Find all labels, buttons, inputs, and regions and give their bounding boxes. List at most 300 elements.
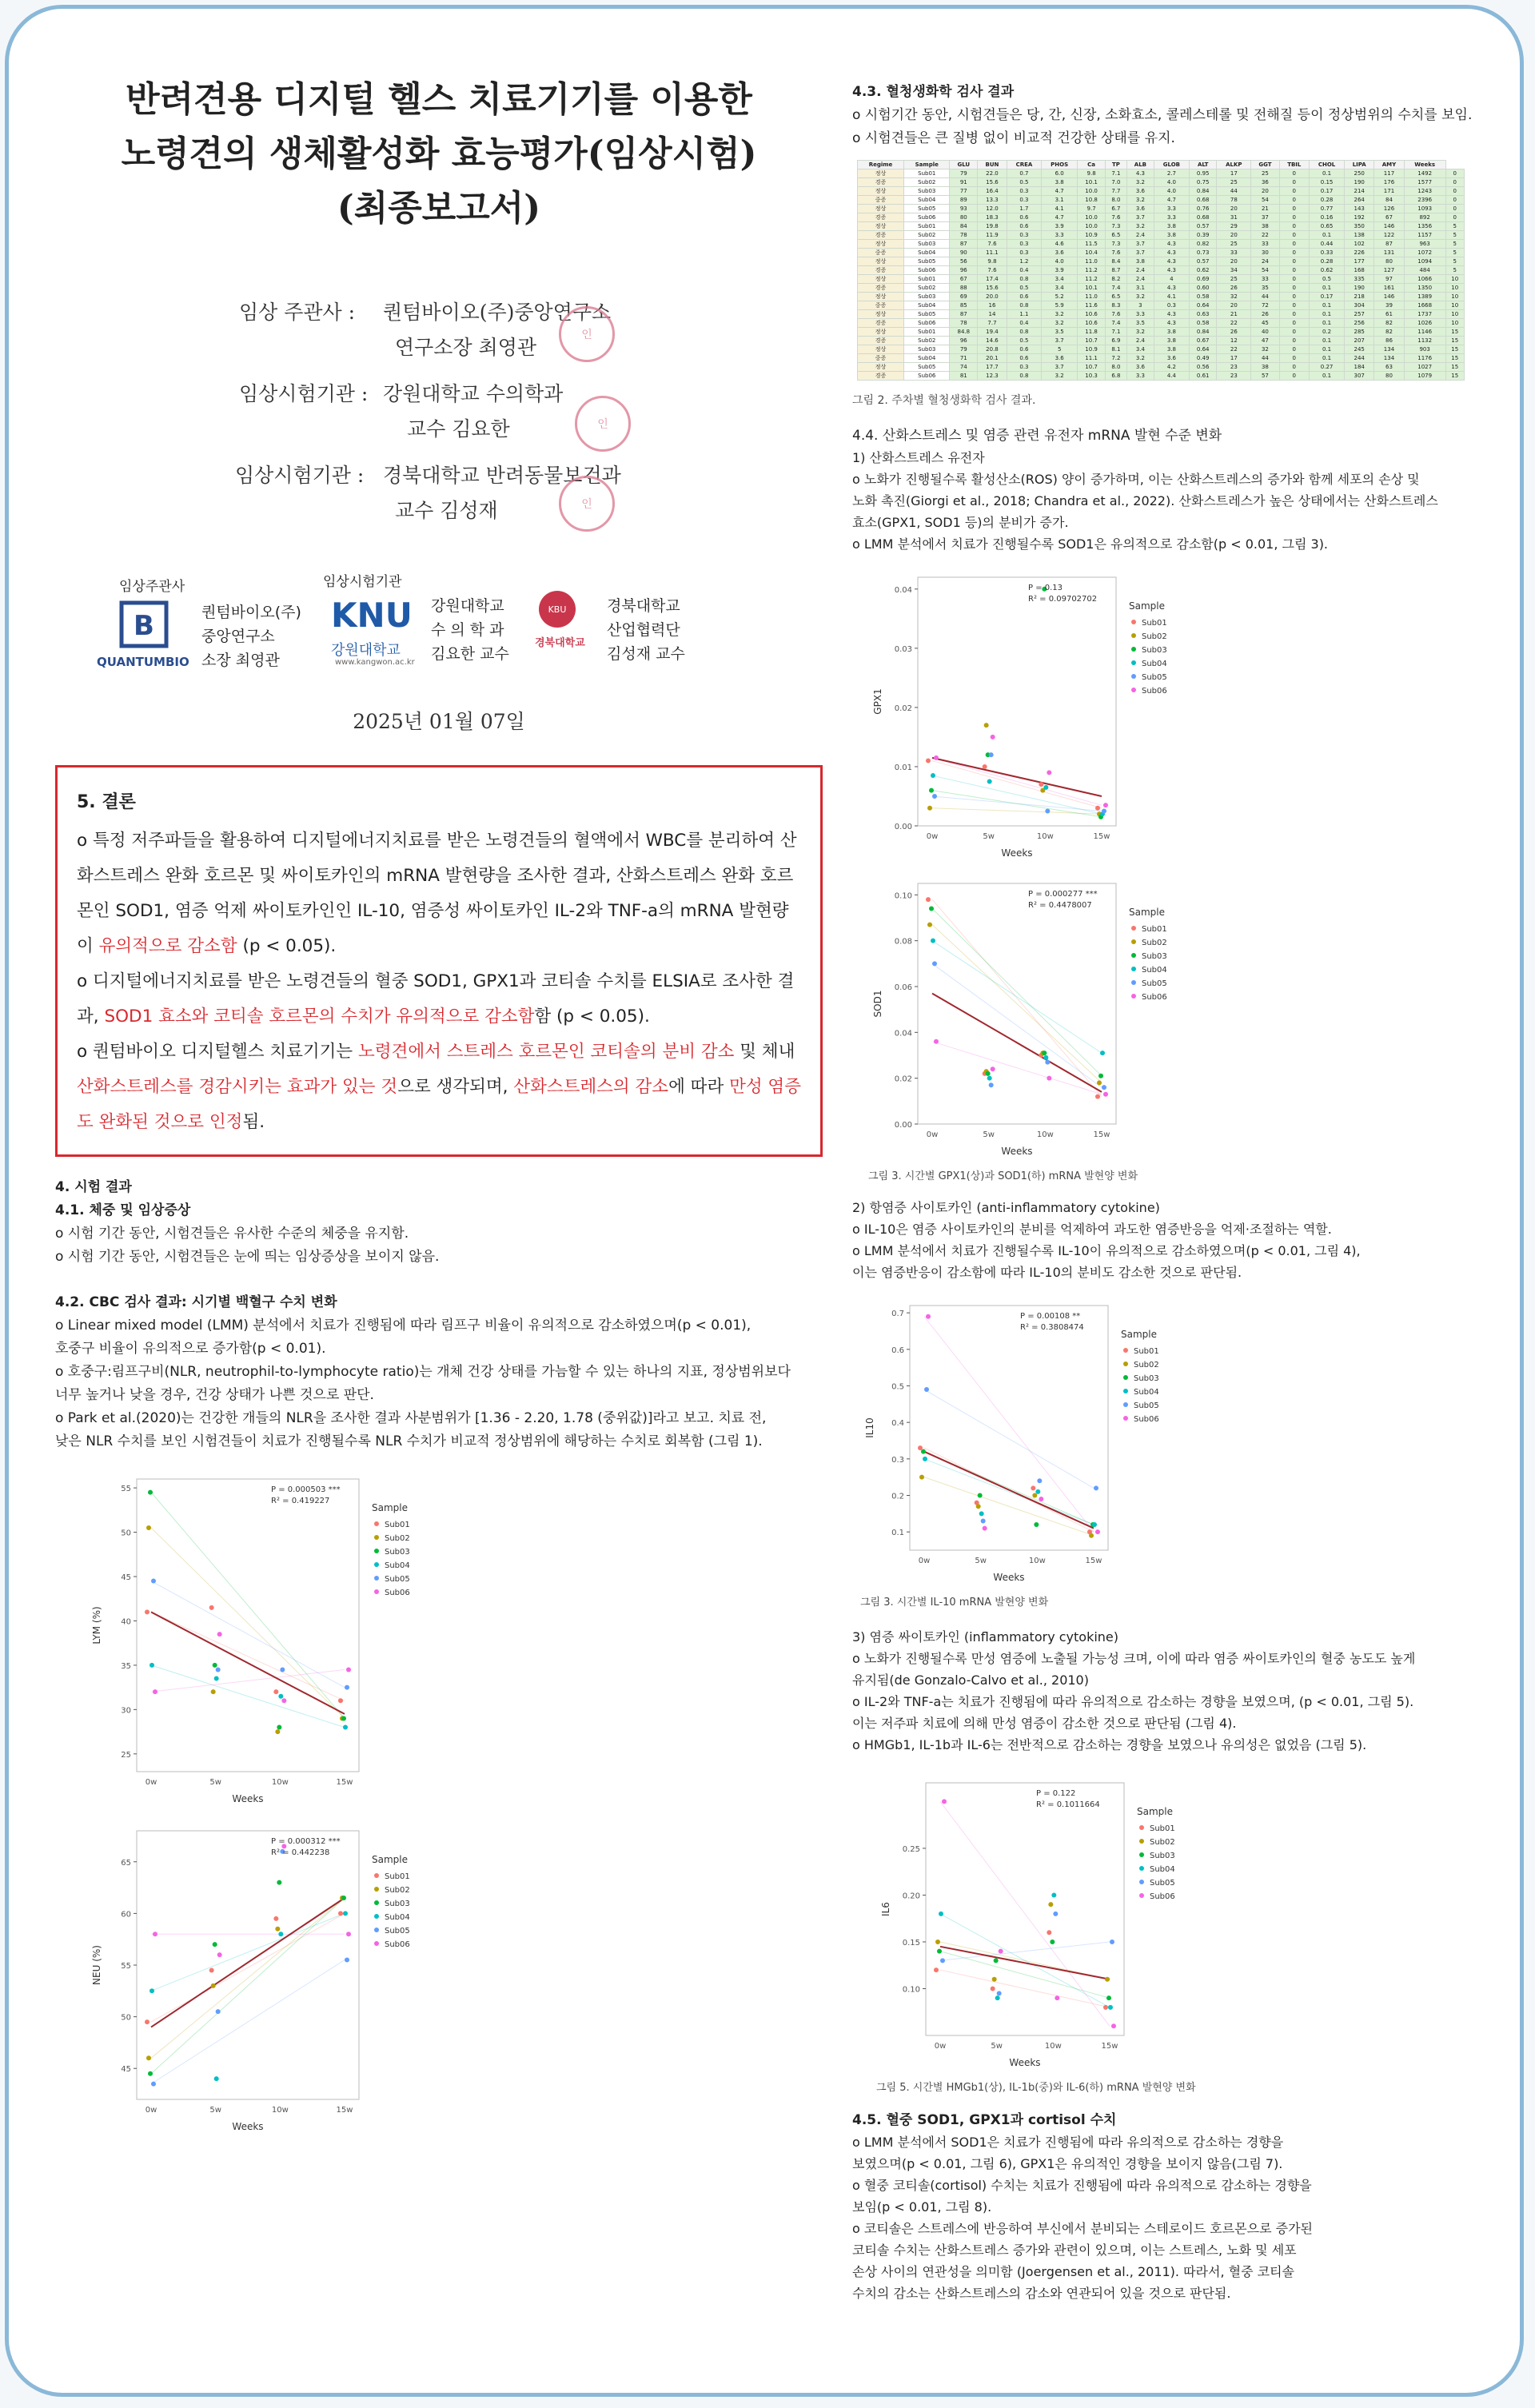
table-cell: 892 (1404, 213, 1445, 222)
table-cell: 0 (1279, 222, 1309, 231)
table-cell: 11.5 (1078, 240, 1106, 249)
table-cell: 7.7 (978, 319, 1007, 328)
table-cell: 143 (1345, 205, 1374, 213)
table-cell: 87 (950, 240, 978, 249)
x-tick-label: 15w (1093, 832, 1110, 841)
table-header-cell: Ca (1078, 161, 1106, 169)
table-cell: 0.1 (1309, 354, 1344, 363)
table-cell: 4.7 (1042, 213, 1078, 222)
legend-label: Sub05 (385, 1575, 410, 1584)
data-point (991, 735, 995, 740)
table-cell: 5.9 (1042, 301, 1078, 310)
table-cell: 0 (1279, 319, 1309, 328)
data-point (924, 1387, 929, 1392)
table-cell: 11.1 (978, 249, 1007, 257)
table-cell: 0.82 (1189, 240, 1217, 249)
conclusion-item: o 퀀텀바이오 디지털헬스 치료기기는 노령견에서 스트레스 호르몬인 코티솔의 분비 감소 및 체내 산화스트레스를 경감시키는 효과가 있는 것으로 생각되며, 산화스트레스의 감소에 따라 만성 염증도 완화된 것으로 인정됨. (77, 1042, 801, 1132)
table-cell: 0 (1279, 354, 1309, 363)
kbu-emblem: KBU (539, 591, 576, 628)
y-axis-label: IL6 (880, 1902, 891, 1916)
table-cell: 0 (1279, 240, 1309, 249)
data-point (1039, 782, 1043, 787)
data-point (918, 1445, 923, 1450)
table-cell: 0.1 (1309, 372, 1344, 381)
table-cell: 1389 (1404, 293, 1445, 301)
data-point (1105, 1977, 1110, 1982)
table-cell: 0.67 (1189, 337, 1217, 345)
data-point (1108, 2005, 1113, 2010)
table-cell: 0.3 (1007, 249, 1041, 257)
table-cell: 0 (1279, 372, 1309, 381)
table-cell: Sub02 (904, 337, 950, 345)
data-point (338, 1698, 343, 1703)
body-line: o 호중구:림프구비(NLR, neutrophil-to-lymphocyte ratio)는 개체 건강 상태를 가늠할 수 있는 하나의 지표, 정상범위보다 (55, 1364, 791, 1380)
table-cell: 44 (1217, 187, 1251, 196)
table-cell: 80 (950, 213, 978, 222)
table-row (858, 337, 1465, 345)
data-point (1045, 808, 1050, 813)
table-cell: 13.3 (978, 196, 1007, 205)
scatter-plot-svg (876, 1770, 1228, 2074)
legend-marker (374, 1887, 379, 1892)
data-point (209, 1967, 214, 1972)
table-cell: 0.6 (1007, 354, 1041, 363)
x-tick-label: 15w (1101, 2042, 1118, 2051)
table-header-cell: LIPA (1345, 161, 1374, 169)
table-cell: 25 (1217, 240, 1251, 249)
data-point (935, 1940, 940, 1944)
table-cell: 5 (1445, 249, 1465, 257)
table-cell: 0.77 (1309, 205, 1344, 213)
sponsor-row (55, 495, 823, 530)
x-tick-label: 5w (991, 2042, 1003, 2051)
data-point (148, 2071, 153, 2076)
y-axis-label: SOD1 (872, 990, 883, 1018)
data-point (932, 961, 937, 966)
legend-marker (1131, 926, 1136, 931)
table-cell: Sub04 (904, 301, 950, 310)
legend-label: Sub01 (1150, 1824, 1175, 1833)
data-point (926, 1314, 931, 1319)
table-cell: 0 (1279, 293, 1309, 301)
table-row (858, 354, 1465, 363)
plot-panel (926, 1783, 1124, 2035)
body-line: 보였으며(p < 0.01, 그림 6), GPX1은 유의적인 경향을 보이지 않음(그림 7). (852, 2156, 1283, 2171)
data-point (145, 1609, 150, 1614)
data-point (341, 1716, 346, 1720)
table-cell: 80 (1374, 257, 1405, 266)
y-tick-label: 0.7 (891, 1310, 904, 1319)
table-cell: 245 (1345, 345, 1374, 354)
body-line: 이는 염증반응이 감소함에 따라 IL-10의 분비도 감소한 것으로 판단됨. (852, 1265, 1242, 1280)
table-cell: 3.9 (1042, 266, 1078, 275)
table-cell: 0.8 (1007, 275, 1041, 284)
legend-marker (374, 1589, 379, 1594)
legend-label: Sub01 (1134, 1347, 1159, 1356)
table-cell: 0 (1445, 169, 1465, 178)
y-tick-label: 55 (121, 1485, 131, 1494)
table-cell: 0 (1279, 337, 1309, 345)
right-column (852, 81, 1500, 2304)
table-row (858, 293, 1465, 301)
table-cell: Sub02 (904, 178, 950, 187)
conclusion-item: o 특정 저주파들을 활용하여 디지털에너지치료를 받은 노령견들의 혈액에서 WBC를 분리하여 산화스트레스 완화 호르몬 및 싸이토카인의 mRNA 발현량을 조사한 결과, 산화스트레스 완화 호르몬인 SOD1, 염증 억제 싸이토카인인 IL-10, 염증성 싸이토카인 IL-2와 TNF-a의 mRNA 발현량이 유의적으로 감소함 (p < 0.05). (77, 831, 797, 956)
table-cell: 0.5 (1007, 178, 1041, 187)
legend-title: Sample (1121, 1329, 1157, 1340)
table-cell: 0.1 (1309, 231, 1344, 240)
figure-caption: 그림 3. 시간별 GPX1(상)과 SOD1(하) mRNA 발현양 변화 (868, 1170, 1138, 1182)
table-cell: 207 (1345, 337, 1374, 345)
table-cell: 10.4 (1078, 249, 1106, 257)
table-cell: 3.1 (1042, 196, 1078, 205)
y-tick-label: 0.15 (902, 1938, 920, 1948)
table-row (858, 178, 1465, 187)
table-cell: 72 (1251, 301, 1280, 310)
table-header-cell: CREA (1007, 161, 1041, 169)
legend-marker (374, 1914, 379, 1919)
table-cell: 11.2 (1078, 266, 1106, 275)
data-point (931, 939, 935, 943)
table-cell: 4.1 (1154, 293, 1189, 301)
section-heading: 4. 시험 결과 (55, 1179, 132, 1195)
table-cell: 3.4 (1042, 275, 1078, 284)
table-cell: 176 (1374, 178, 1405, 187)
x-tick-label: 15w (336, 1778, 353, 1787)
table-cell: Sub05 (904, 310, 950, 319)
table-cell: 0.62 (1189, 266, 1217, 275)
table-cell: 32 (1251, 345, 1280, 354)
y-axis-label: NEU (%) (91, 1945, 102, 1985)
table-cell: 8.2 (1105, 275, 1126, 284)
data-point (213, 1942, 217, 1947)
table-cell: 78 (950, 231, 978, 240)
conclusion-heading: 5. 결론 (77, 792, 136, 812)
table-cell: 10.0 (1078, 187, 1106, 196)
table-cell: Sub06 (904, 372, 950, 381)
x-tick-label: 5w (983, 832, 995, 841)
y-tick-label: 0.08 (894, 937, 912, 947)
table-cell: 1072 (1404, 249, 1445, 257)
legend-label: Sub06 (385, 1940, 410, 1949)
table-cell: 20 (1217, 205, 1251, 213)
legend-marker (1139, 1893, 1144, 1898)
table-cell: 3.9 (1042, 222, 1078, 231)
plot-panel (137, 1479, 359, 1772)
table-cell: 정상 (858, 257, 904, 266)
table-cell: 0.1 (1309, 319, 1344, 328)
x-tick-label: 0w (145, 1778, 157, 1787)
table-cell: 0 (1279, 257, 1309, 266)
table-cell: 56 (950, 257, 978, 266)
plot-panel (910, 1306, 1108, 1550)
data-point (1047, 1076, 1051, 1081)
table-cell: 4.1 (1042, 205, 1078, 213)
data-point (1094, 1485, 1098, 1490)
x-tick-label: 10w (1036, 832, 1054, 841)
body-line: o 시험견들은 큰 질병 없이 비교적 건강한 상태를 유지. (852, 130, 1175, 146)
legend-title: Sample (1129, 600, 1165, 612)
table-cell: 80 (1374, 372, 1405, 381)
data-point (153, 1689, 157, 1694)
logo-text: 김요한 교수 (431, 645, 509, 663)
body-line: 낮은 NLR 수치를 보인 시험견들이 치료가 진행될수록 NLR 수치가 비교적 정상범위에 해당하는 수치로 회복함 (그림 1). (55, 1433, 763, 1449)
table-cell: 20.0 (978, 293, 1007, 301)
stat-annotation: P = 0.00108 ** (1020, 1312, 1081, 1321)
table-cell: Sub01 (904, 328, 950, 337)
data-point (1106, 1995, 1111, 2000)
table-cell: 37 (1251, 213, 1280, 222)
table-cell: 7.1 (1105, 328, 1126, 337)
table-cell: 1132 (1404, 337, 1445, 345)
legend-label: Sub01 (385, 1872, 410, 1881)
legend-marker (1123, 1375, 1128, 1380)
table-cell: 214 (1345, 187, 1374, 196)
data-point (987, 779, 992, 783)
x-tick-label: 0w (926, 832, 939, 841)
scatter-plot-svg (868, 564, 1220, 864)
table-cell: 15 (1445, 363, 1465, 372)
table-cell: 26 (1217, 284, 1251, 293)
table-cell: 0.3 (1007, 240, 1041, 249)
data-point (991, 1986, 995, 1991)
table-cell: 57 (1251, 372, 1280, 381)
table-cell: 87 (1374, 240, 1405, 249)
table-cell: 0.5 (1007, 337, 1041, 345)
data-point (281, 1698, 286, 1703)
table-cell: 4.6 (1042, 240, 1078, 249)
data-point (978, 1493, 983, 1497)
table-cell: 0.64 (1189, 345, 1217, 354)
data-point (1102, 808, 1106, 813)
table-cell: 0 (1279, 249, 1309, 257)
stat-annotation: P = 0.000503 *** (271, 1485, 341, 1494)
table-cell: 33 (1251, 240, 1280, 249)
table-cell: 1066 (1404, 275, 1445, 284)
x-tick-label: 0w (926, 1130, 939, 1139)
sponsor-row (55, 413, 823, 449)
table-cell: 4.7 (1042, 187, 1078, 196)
table-cell: 3.2 (1042, 319, 1078, 328)
table-cell: 0.84 (1189, 187, 1217, 196)
data-point (148, 1490, 153, 1495)
table-cell: 3.7 (1126, 249, 1154, 257)
table-cell: 3.2 (1126, 328, 1154, 337)
biochem-table (857, 160, 1465, 381)
knu-logo: KNU (331, 596, 413, 635)
legend-marker (374, 1941, 379, 1946)
table-cell: 7.6 (1105, 213, 1126, 222)
table-cell: 102 (1345, 240, 1374, 249)
data-point (1032, 1493, 1037, 1497)
table-cell: 20 (1251, 187, 1280, 196)
table-cell: 17 (1217, 169, 1251, 178)
table-cell: 7.3 (1105, 222, 1126, 231)
figure-caption: 그림 2. 주차별 혈청생화학 검사 결과. (852, 394, 1036, 407)
figure-caption: 그림 5. 시간별 HMGb1(상), IL-1b(중)와 IL-6(하) mRNA 발현양 변화 (876, 2082, 1196, 2094)
table-cell: 2.4 (1126, 275, 1154, 284)
table-cell: 0.76 (1189, 205, 1217, 213)
table-cell: 0.44 (1309, 240, 1344, 249)
table-cell: 82 (1374, 328, 1405, 337)
table-cell: 0 (1279, 363, 1309, 372)
table-cell: 0.7 (1007, 169, 1041, 178)
data-point (345, 1685, 349, 1690)
y-tick-label: 0.25 (902, 1844, 920, 1854)
table-header-cell: PHOS (1042, 161, 1078, 169)
data-point (929, 788, 934, 793)
table-cell: 정상 (858, 363, 904, 372)
data-point (1035, 1489, 1040, 1494)
table-cell: 21 (1251, 205, 1280, 213)
table-cell: 3.2 (1042, 310, 1078, 319)
table-cell: 0.4 (1007, 266, 1041, 275)
table-cell: 3.6 (1042, 249, 1078, 257)
table-cell: 3.7 (1042, 363, 1078, 372)
table-cell: 78 (1217, 196, 1251, 205)
table-cell: 0 (1279, 178, 1309, 187)
chart-il10 (860, 1293, 1500, 1589)
data-point (277, 1725, 281, 1730)
table-cell: 6.9 (1105, 337, 1126, 345)
table-cell: Sub02 (904, 284, 950, 293)
y-axis-label: IL10 (864, 1417, 875, 1438)
x-tick-label: 15w (336, 2106, 353, 2115)
table-cell: 3 (1126, 301, 1154, 310)
legend-label: Sub05 (1142, 979, 1167, 988)
x-tick-label: 5w (209, 2106, 221, 2115)
data-point (343, 1725, 348, 1730)
table-cell: 8.3 (1105, 301, 1126, 310)
body-line: o 코티솔은 스트레스에 반응하여 부신에서 분비되는 스테로이드 호르몬으로 증가된 (852, 2221, 1313, 2236)
table-cell: 16.4 (978, 187, 1007, 196)
table-cell: 6.5 (1105, 293, 1126, 301)
data-point (926, 897, 931, 902)
table-cell: 5 (1042, 345, 1078, 354)
y-tick-label: 0.3 (891, 1455, 904, 1465)
data-point (976, 1504, 981, 1509)
data-point (983, 1526, 987, 1531)
table-cell: 11.6 (1078, 301, 1106, 310)
table-cell: 11.0 (1078, 257, 1106, 266)
data-point (987, 1076, 992, 1081)
x-axis-label: Weeks (1001, 847, 1033, 859)
y-tick-label: 0.5 (891, 1382, 904, 1392)
serum-section (852, 2110, 1500, 2304)
table-cell: 정상 (858, 310, 904, 319)
table-cell: 7.6 (978, 266, 1007, 275)
table-cell: 4.3 (1154, 284, 1189, 293)
legend-label: Sub04 (1134, 1388, 1159, 1397)
data-point (991, 1066, 995, 1071)
body-line: o 시험 기간 동안, 시험견들은 유사한 수준의 체중을 유지함. (55, 1226, 409, 1242)
legend-marker (1139, 1852, 1144, 1857)
data-point (1037, 1478, 1042, 1483)
table-cell: 11.2 (1078, 275, 1106, 284)
table-cell: 335 (1345, 275, 1374, 284)
legend-marker (374, 1873, 379, 1878)
table-cell: 0.8 (1007, 372, 1041, 381)
table-cell: 3.5 (1042, 328, 1078, 337)
table-header-cell: TBIL (1279, 161, 1309, 169)
data-point (919, 1475, 924, 1480)
data-point (995, 1995, 1000, 2000)
logo-text: 경북대학교 (607, 597, 680, 615)
table-cell: 0.63 (1189, 310, 1217, 319)
y-axis-label: LYM (%) (91, 1606, 102, 1645)
title-line: 반려견용 디지털 헬스 치료기기를 이용한 (126, 79, 752, 120)
data-point (981, 1518, 986, 1523)
table-cell: 3.1 (1126, 284, 1154, 293)
table-cell: 19.8 (978, 222, 1007, 231)
body-line: 노화 촉진(Giorgi et al., 2018; Chandra et al., 2022). 산화스트레스가 높은 상태에서는 산화스트레스 (852, 493, 1438, 508)
data-point (150, 1663, 154, 1668)
table-cell: 8.1 (1105, 345, 1126, 354)
table-cell: 74 (950, 363, 978, 372)
x-axis-label: Weeks (993, 1572, 1025, 1583)
body-line: 손상 사이의 연관성을 의미함 (Joergensen et al., 2011). 따라서, 혈중 코티솔 (852, 2264, 1295, 2279)
table-cell: 중증 (858, 354, 904, 363)
table-cell: 10 (1445, 293, 1465, 301)
logo-text: 중앙연구소 (201, 628, 275, 645)
legend-marker (1123, 1348, 1128, 1353)
data-point (213, 1663, 217, 1668)
table-cell: 1026 (1404, 319, 1445, 328)
table-cell: 10.8 (1078, 196, 1106, 205)
table-cell: 89 (950, 196, 978, 205)
table-header-cell: GLOB (1154, 161, 1189, 169)
plot-panel (137, 1831, 359, 2099)
logo-text: 수 의 학 과 (431, 621, 504, 639)
logo-text: 소장 최영관 (201, 652, 280, 669)
legend-marker (374, 1535, 379, 1540)
table-cell: 17.7 (978, 363, 1007, 372)
table-cell: 14 (978, 310, 1007, 319)
data-point (1048, 1902, 1053, 1907)
table-cell: 2396 (1404, 196, 1445, 205)
table-cell: 4.4 (1154, 372, 1189, 381)
table-cell: 90 (950, 249, 978, 257)
legend-label: Sub06 (1142, 993, 1167, 1002)
table-cell: 31 (1217, 213, 1251, 222)
title-line: 노령견의 생체활성화 효능평가(임상시험) (121, 134, 757, 174)
table-cell: 0.49 (1189, 354, 1217, 363)
y-tick-label: 0.10 (902, 1985, 920, 1995)
table-cell: 131 (1374, 249, 1405, 257)
scatter-plot-svg (868, 871, 1220, 1162)
stat-annotation: R² = 0.442238 (271, 1848, 330, 1857)
table-cell: 0.17 (1309, 187, 1344, 196)
table-cell: 5 (1445, 240, 1465, 249)
table-cell: 0.5 (1309, 275, 1344, 284)
data-point (1111, 2023, 1116, 2028)
body-line: 수치의 감소는 산화스트레스의 감소와 연관되어 있을 것으로 판단됨. (852, 2286, 1231, 2301)
table-header-cell: CHOL (1309, 161, 1344, 169)
y-tick-label: 30 (121, 1706, 131, 1716)
table-cell: 3.5 (1126, 319, 1154, 328)
table-header-cell: Sample (904, 161, 950, 169)
table-cell: 15 (1445, 328, 1465, 337)
table-cell: 11.9 (978, 231, 1007, 240)
table-row (858, 231, 1465, 240)
table-cell: 0 (1279, 213, 1309, 222)
body-line: o IL-2와 TNF-a는 치료가 진행됨에 따라 유의적으로 감소하는 경향을 보였으며, (p < 0.01, 그림 5). (852, 1694, 1414, 1709)
table-cell: 0 (1279, 231, 1309, 240)
logo-band (55, 575, 823, 695)
quantumbio-name: QUANTUMBIO (97, 655, 189, 669)
y-axis-label: GPX1 (872, 688, 883, 715)
table-cell: 3.3 (1126, 310, 1154, 319)
table-cell: 경증 (858, 284, 904, 293)
